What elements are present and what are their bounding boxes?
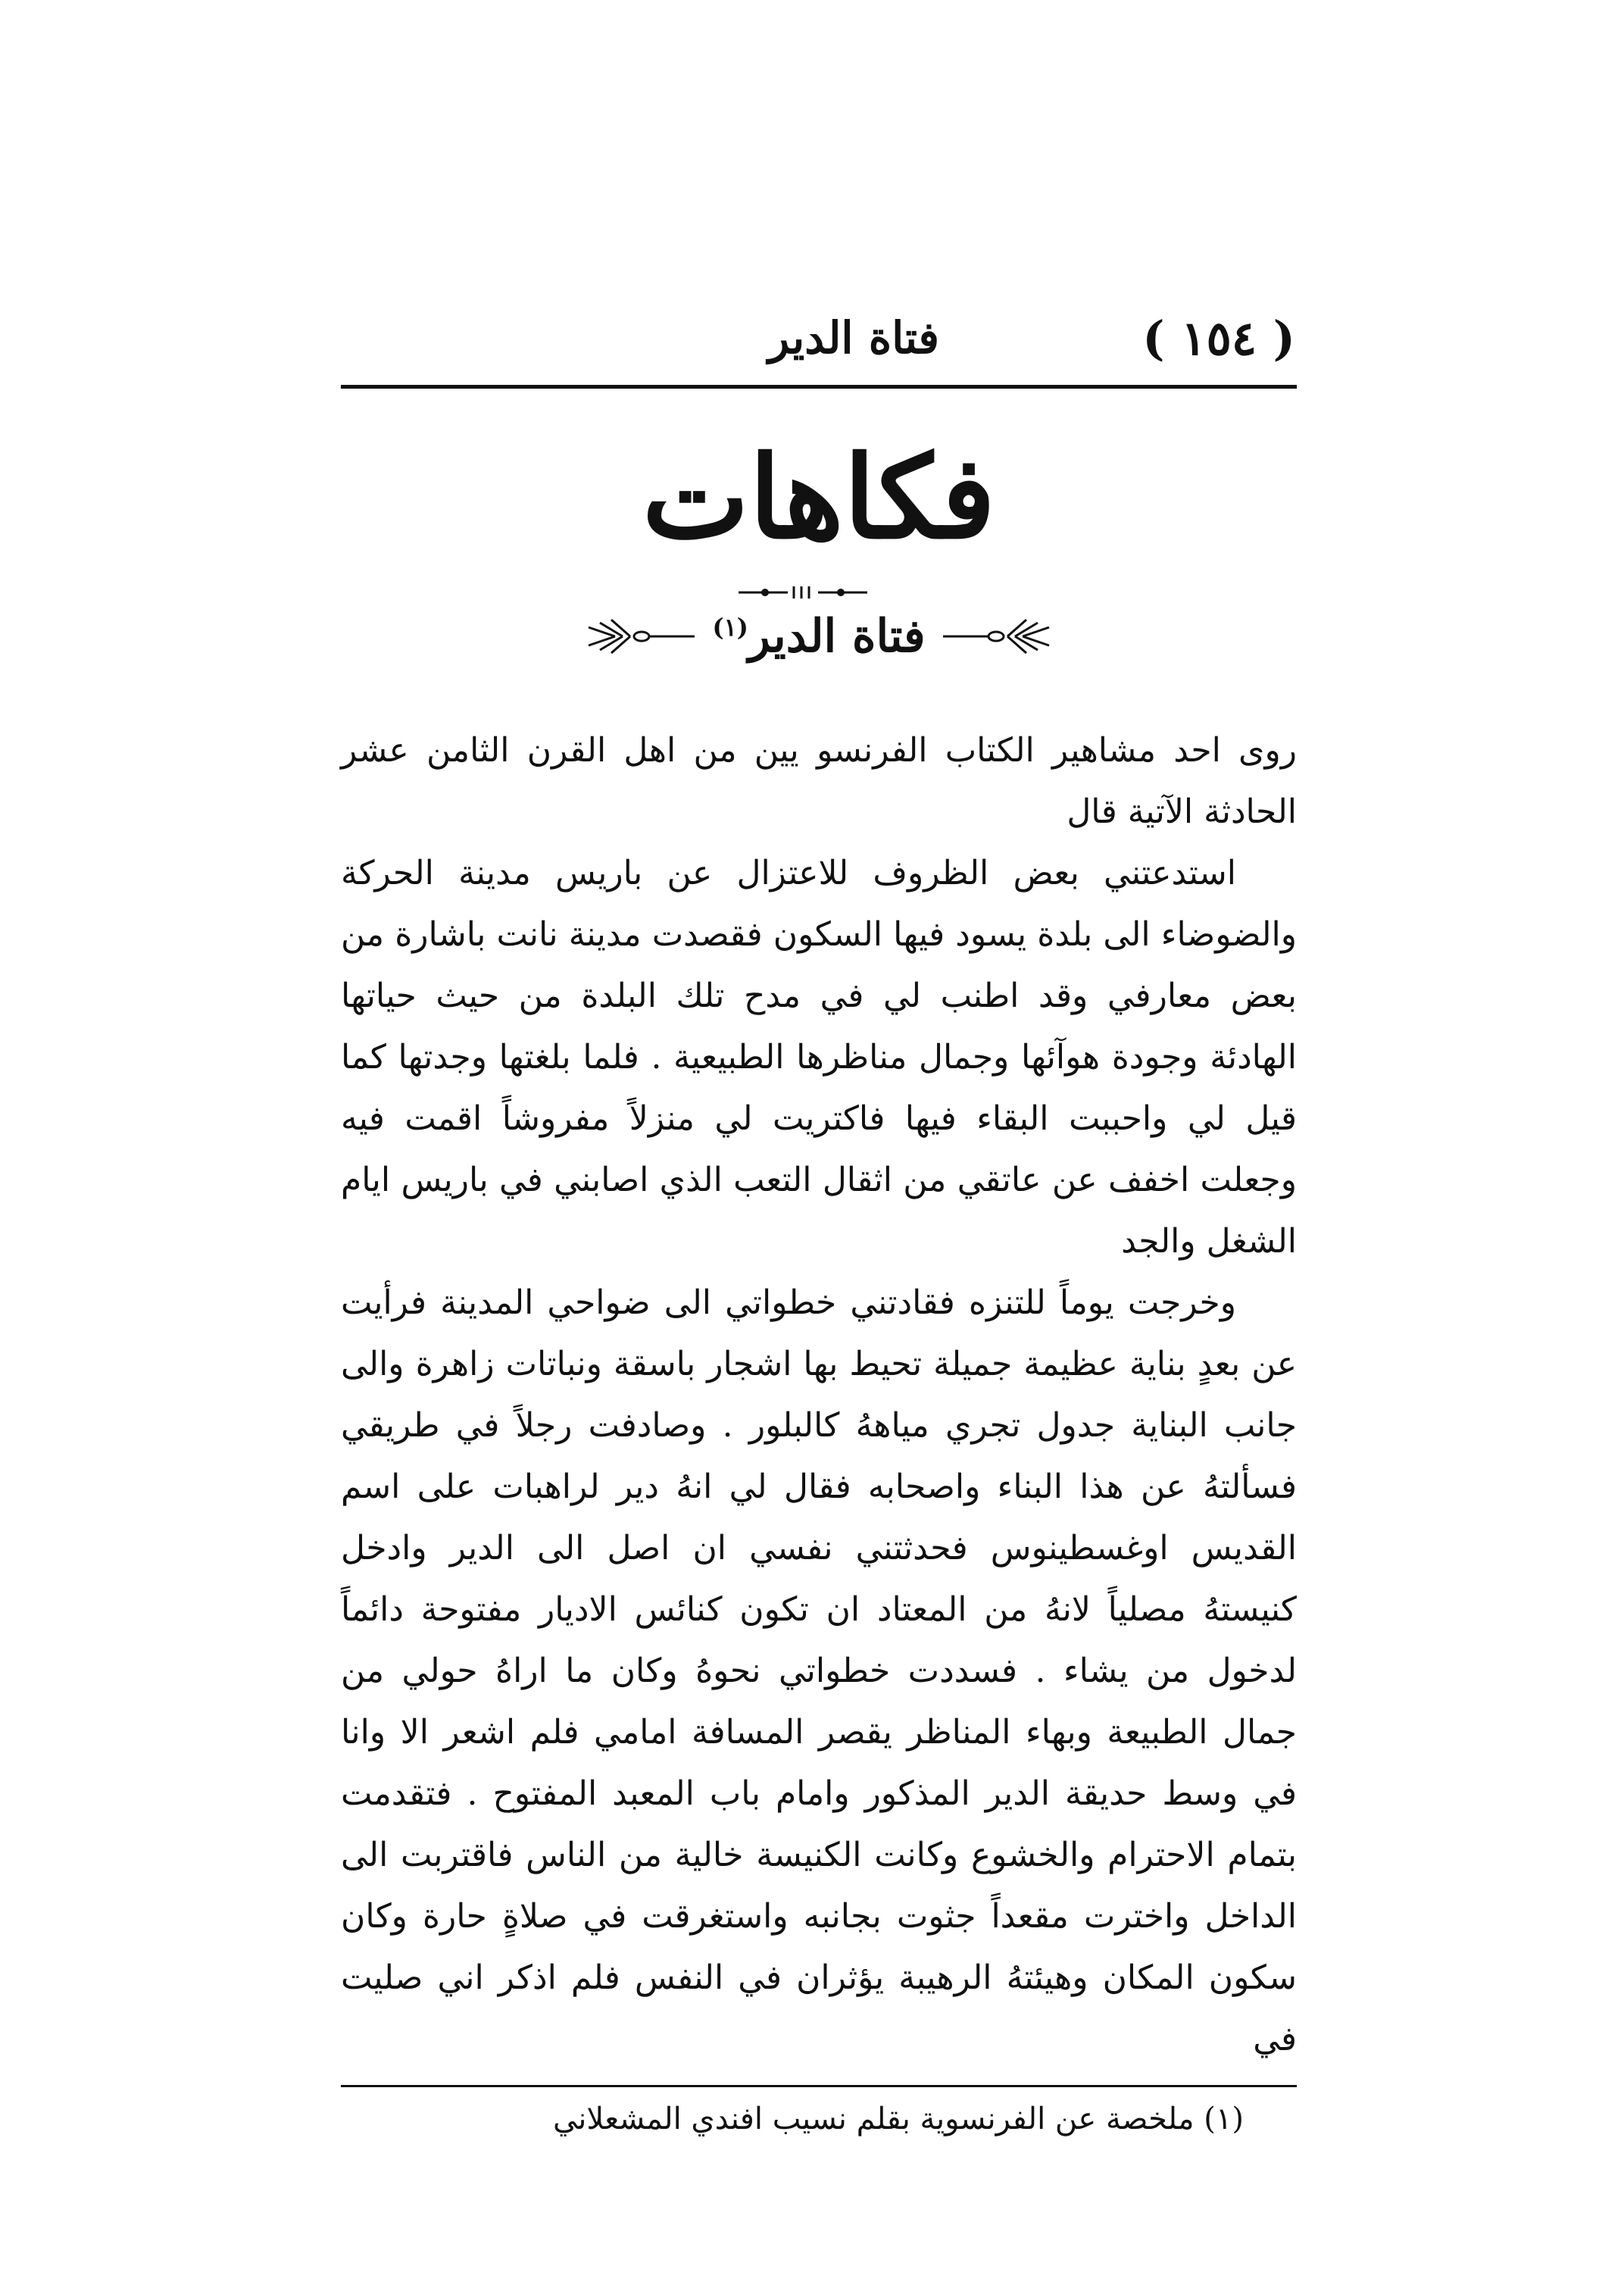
running-header [341, 303, 1295, 386]
running-title: فتاة الدير [768, 312, 939, 364]
body-text [341, 720, 1297, 2070]
header-rule [341, 385, 1297, 389]
paragraph-2: وخرجت يوماً للتنزه فقادتني خطواتي الى ضواحي المدينة فرأيت عن بعدٍ بناية عظيمة جميلة تحيط بها اشجار باسقة ونباتات زاهرة والى جانب البناية جدول تجري مياههُ كالبلور . وصادفت رجلاً في طريقي فسألتهُ عن هذا البناء واصحابه فقال لي انهُ دير لراهبات على اسم القديس اوغسطينوس فحدثتني نفسي ان اصل الى الدير وادخل كنيستهُ مصلياً لانهُ من المعتاد ان تكون كنائس الاديار مفتوحة دائماً لدخول من يشاء . فسددت خطواتي نحوهُ وكان ما اراهُ حولي من جمال الطبيعة وبهاء المناظر يقصر المسافة امامي فلم اشعر الا وانا في وسط حديقة الدير المذكور وامام باب المعبد المفتوح . فتقدمت بتمام الاحترام والخشوع وكانت الكنيسة خالية من الناس فاقتربت الى الداخل واخترت مقعداً جثوت بجانبه واستغرقت في صلاةٍ حارة وكان سكون المكان وهيئتهُ الرهيبة يؤثران في النفس فلم اذكر اني صليت في [341, 1283, 1297, 2058]
story-heading-row [341, 610, 1297, 686]
section-title: فكاهات [642, 431, 996, 564]
footnote-marker: (١) [712, 613, 748, 642]
paragraph-1: استدعتني بعض الظروف للاعتزال عن باريس مدينة الحركة والضوضاء الى بلدة يسود فيها السكون فقصدت مدينة نانت باشارة من بعض معارفي وقد اطنب لي في مدح تلك البلدة من حيث حياتها الهادئة وجودة هوآئها وجمال مناظرها الطبيعية . فلما بلغتها وجدتها كما قيل لي واحببت البقاء فيها فاكتريت لي منزلاً مفروشاً اقمت فيه وجعلت اخفف عن عاتقي من اثقال التعب الذي اصابني في باريس ايام الشغل والجد [341, 854, 1297, 1261]
page-number: ( ١٥٤ ) [1142, 311, 1295, 366]
footnote: (١) ملخصة عن الفرنسوية بقلم نسيب افندي المشعلاني [552, 2102, 1244, 2136]
flourish-left-icon [581, 614, 695, 659]
paragraph-intro: روى احد مشاهير الكتاب الفرنسو يين من اهل القرن الثامن عشر الحادثة الآتية قال [341, 731, 1297, 831]
flourish-right-icon [943, 614, 1057, 659]
story-heading-text: فتاة الدير [748, 610, 926, 663]
story-heading [712, 610, 925, 663]
small-ornament-icon [735, 585, 871, 600]
footnote-rule [341, 2085, 1297, 2087]
